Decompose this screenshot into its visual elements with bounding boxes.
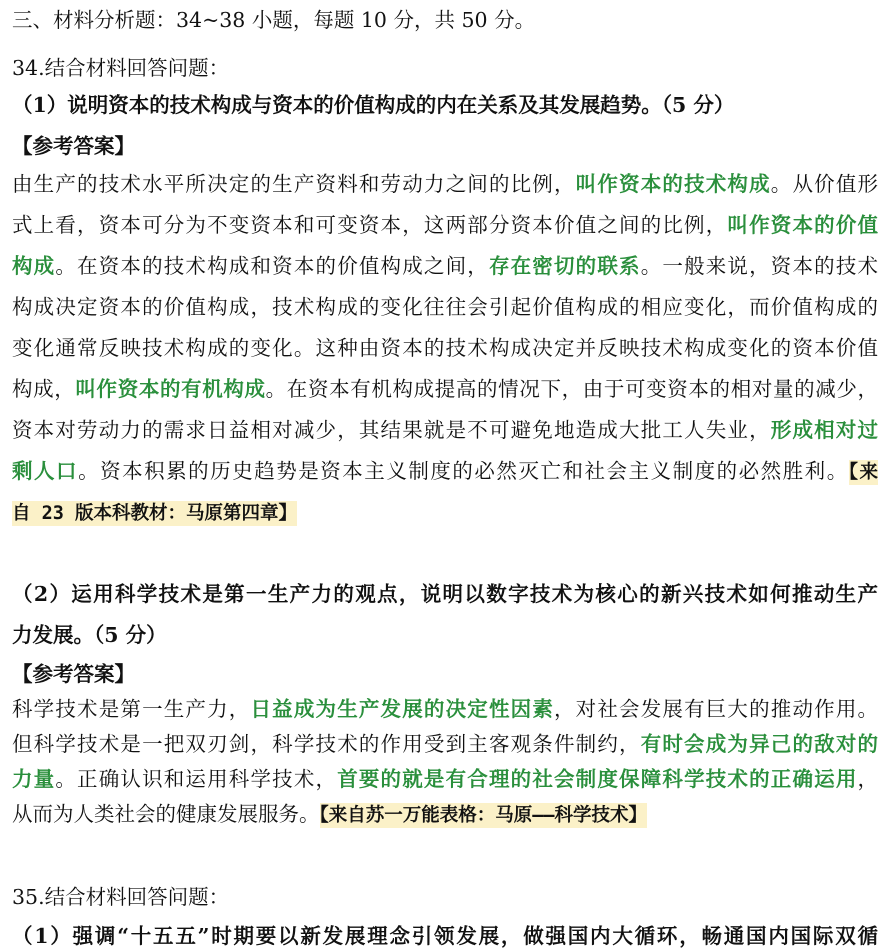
q35-title: 35.结合材料回答问题： xyxy=(12,885,230,909)
q34-sub1-answer-line: 构成，叫作资本的有机构成。在资本有机构成提高的情况下，由于可变资本的相对量的减少， xyxy=(12,377,878,401)
source-tag: 自 23 版本科教材：马原第四章】 xyxy=(12,503,298,524)
q34-sub2-answer-line: 科学技术是第一生产力，日益成为生产发展的决定性因素，对社会发展有巨大的推动作用。 xyxy=(12,697,878,721)
q34-sub2-answer-line: 但科学技术是一把双刃剑，科学技术的作用受到主客观条件制约，有时会成为异己的敌对的 xyxy=(12,732,878,756)
q34-sub2-answer-heading: 【参考答案】 xyxy=(12,662,135,686)
q34-sub1-answer-line: 资本对劳动力的需求日益相对减少，其结果就是不可避免地造成大批工人失业，形成相对过 xyxy=(12,418,878,442)
source-tag: 【来自苏一万能表格：马原——科学技术】 xyxy=(319,805,648,826)
q34-sub1-answer-line: 剩人口。资本积累的历史趋势是资本主义制度的必然灭亡和社会主义制度的必然胜利。【来 xyxy=(12,459,878,483)
q34-sub2-answer-line: 力量。正确认识和运用科学技术，首要的就是有合理的社会制度保障科学技术的正确运用， xyxy=(12,767,878,791)
q34-sub2-question: （2）运用科学技术是第一生产力的观点，说明以数字技术为核心的新兴技术如何推动生产 xyxy=(12,582,878,606)
q34-sub2-question: 力发展。（5 分） xyxy=(12,623,167,647)
q34-sub1-answer-line: 由生产的技术水平所决定的生产资料和劳动力之间的比例，叫作资本的技术构成。从价值形 xyxy=(12,172,878,196)
q34-sub1-answer-heading: 【参考答案】 xyxy=(12,134,135,158)
q34-sub1-answer-line: 式上看，资本可分为不变资本和可变资本，这两部分资本价值之间的比例，叫作资本的价值 xyxy=(12,213,878,237)
q34-sub1-question: （1）说明资本的技术构成与资本的价值构成的内在关系及其发展趋势。（5 分） xyxy=(12,93,735,117)
q34-sub1-answer-line xyxy=(12,500,878,526)
q34-sub1-answer-line: 构成。在资本的技术构成和资本的价值构成之间，存在密切的联系。一般来说，资本的技术 xyxy=(12,254,878,278)
section-heading: 三、材料分析题：34~38 小题，每题 10 分，共 50 分。 xyxy=(12,8,536,32)
q34-sub2-answer-line: 从而为人类社会的健康发展服务。【来自苏一万能表格：马原——科学技术】 xyxy=(12,802,648,826)
source-tag: 【来 xyxy=(848,462,878,483)
q35-sub1-question: （1）强调“十五五”时期要以新发展理念引领发展，做强国内大循环，畅通国内国际双循 xyxy=(12,924,878,948)
q34-sub1-answer-line: 构成决定资本的价值构成，技术构成的变化往往会引起价值构成的相应变化，而价值构成的 xyxy=(12,295,878,319)
q34-sub1-answer-line: 变化通常反映技术构成的变化。这种由资本的技术构成决定并反映技术构成变化的资本价值 xyxy=(12,336,878,360)
q34-title: 34.结合材料回答问题： xyxy=(12,56,230,80)
